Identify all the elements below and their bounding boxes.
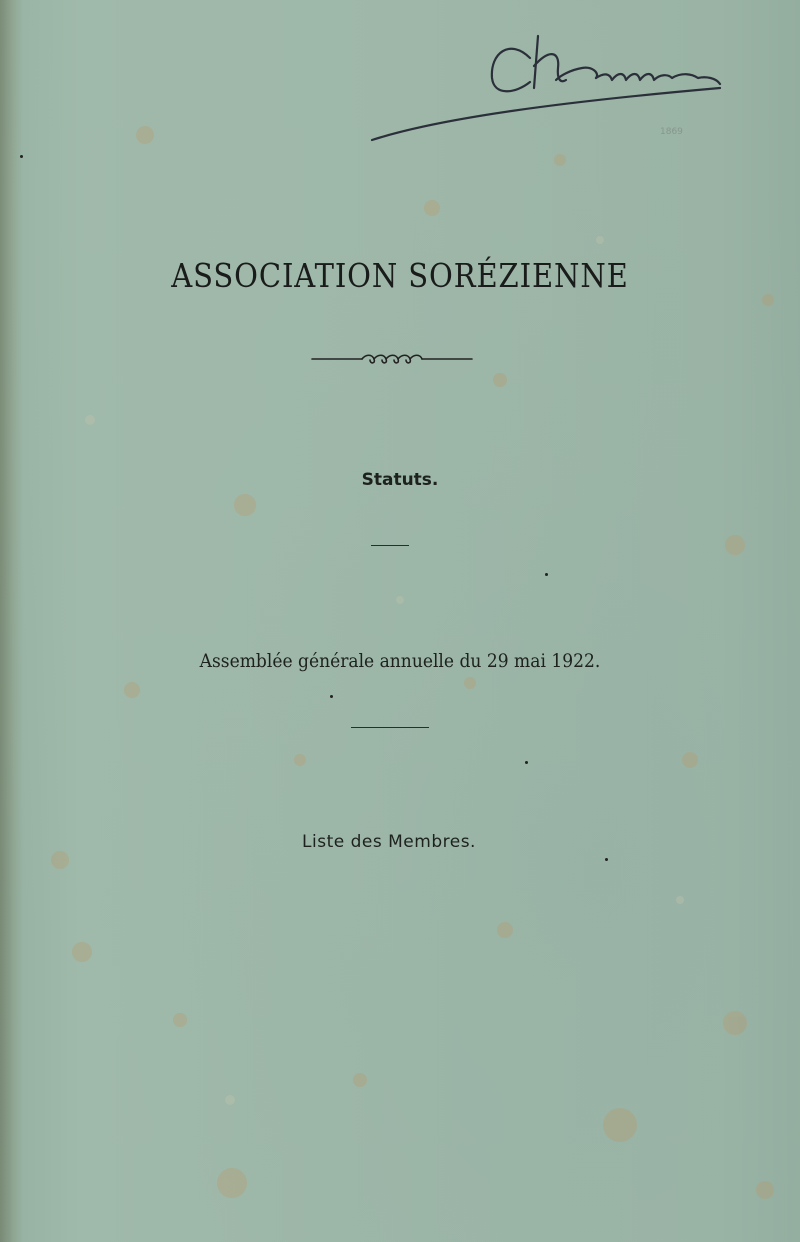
svg-text:1869: 1869 bbox=[660, 127, 683, 137]
cover-title: ASSOCIATION SORÉZIENNE bbox=[171, 256, 629, 295]
paper-speck bbox=[20, 155, 23, 158]
ornament-divider bbox=[310, 350, 474, 368]
cover-spine-edge bbox=[0, 0, 22, 1242]
paper-speck bbox=[545, 573, 548, 576]
paper-speck bbox=[525, 761, 528, 764]
divider-rule bbox=[351, 727, 429, 728]
assembly-line: Assemblée générale annuelle du 29 mai 1922. bbox=[199, 650, 601, 672]
paper-speck bbox=[605, 858, 608, 861]
handwritten-signature bbox=[360, 18, 740, 158]
paper-speck bbox=[330, 695, 333, 698]
members-list-heading: Liste des Membres. bbox=[302, 832, 476, 852]
divider-rule bbox=[371, 545, 409, 546]
subtitle-statuts: Statuts. bbox=[361, 470, 439, 490]
